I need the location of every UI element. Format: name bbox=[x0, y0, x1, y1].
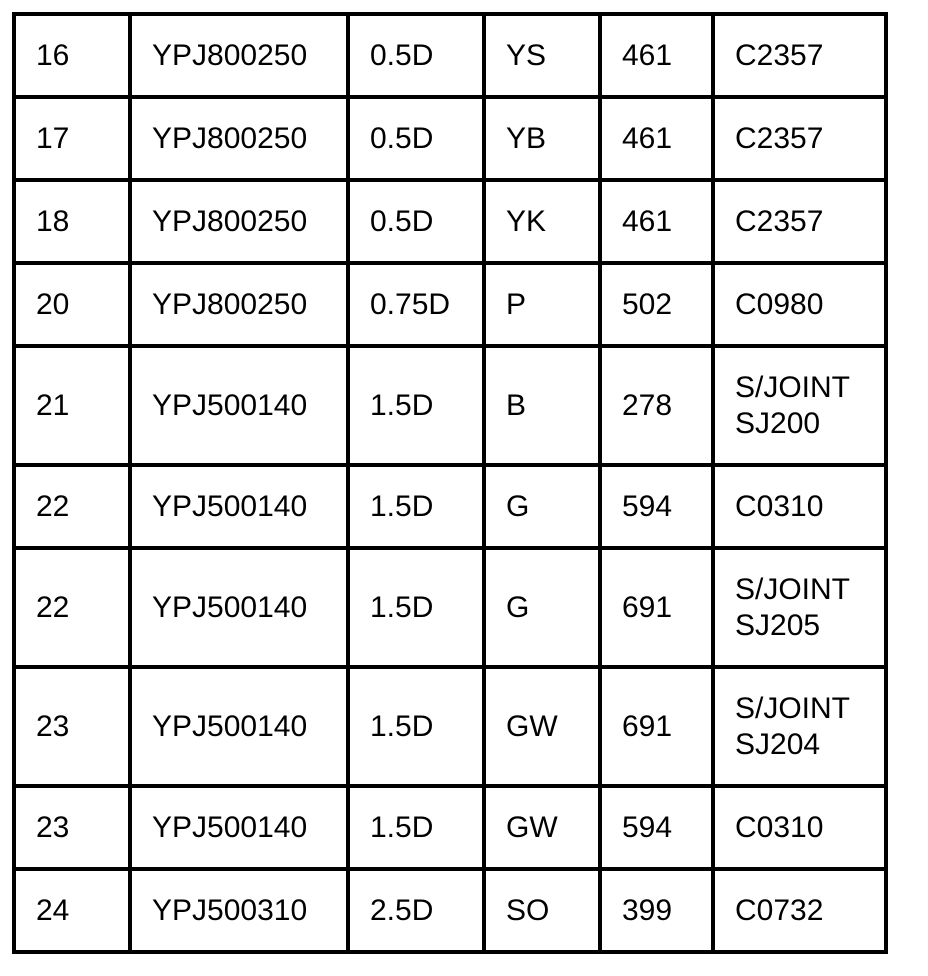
wire-size-cell: 1.5D bbox=[348, 465, 484, 548]
part-number-cell: YPJ800250 bbox=[130, 263, 348, 346]
part-number-cell: YPJ800250 bbox=[130, 97, 348, 180]
part-number-cell: YPJ800250 bbox=[130, 14, 348, 97]
table-row bbox=[14, 97, 886, 180]
length-cell: 461 bbox=[600, 14, 713, 97]
length-cell: 691 bbox=[600, 667, 713, 786]
row-number-cell: 17 bbox=[14, 97, 130, 180]
row-number-cell: 23 bbox=[14, 667, 130, 786]
wire-color-cell: GW bbox=[484, 667, 600, 786]
table-row bbox=[14, 180, 886, 263]
table-row bbox=[14, 667, 886, 786]
connector-line: SJ204 bbox=[735, 727, 821, 761]
table-row bbox=[14, 786, 886, 869]
part-number-cell: YPJ500140 bbox=[130, 346, 348, 465]
length-cell: 461 bbox=[600, 180, 713, 263]
length-cell: 278 bbox=[600, 346, 713, 465]
connector-line: SJ205 bbox=[735, 608, 821, 642]
table-row bbox=[14, 263, 886, 346]
wire-size-cell: 1.5D bbox=[348, 548, 484, 667]
connector-line: S/JOINT bbox=[735, 370, 851, 404]
table-row bbox=[14, 548, 886, 667]
wire-color-cell: YK bbox=[484, 180, 600, 263]
wire-color-cell: GW bbox=[484, 786, 600, 869]
wire-size-cell: 0.5D bbox=[348, 14, 484, 97]
connector-cell bbox=[713, 869, 886, 952]
connector-cell bbox=[713, 346, 886, 465]
part-number-cell: YPJ500140 bbox=[130, 667, 348, 786]
table-row bbox=[14, 869, 886, 952]
wire-table bbox=[12, 12, 888, 954]
length-cell: 691 bbox=[600, 548, 713, 667]
connector-cell bbox=[713, 97, 886, 180]
length-cell: 594 bbox=[600, 786, 713, 869]
table-container bbox=[12, 12, 888, 954]
wire-size-cell: 1.5D bbox=[348, 667, 484, 786]
length-cell: 399 bbox=[600, 869, 713, 952]
connector-cell bbox=[713, 180, 886, 263]
wire-color-cell: G bbox=[484, 465, 600, 548]
row-number-cell: 24 bbox=[14, 869, 130, 952]
connector-cell bbox=[713, 14, 886, 97]
connector-cell bbox=[713, 667, 886, 786]
table-row bbox=[14, 14, 886, 97]
length-cell: 594 bbox=[600, 465, 713, 548]
row-number-cell: 21 bbox=[14, 346, 130, 465]
table-row bbox=[14, 346, 886, 465]
connector-line: C0310 bbox=[735, 810, 824, 844]
wire-size-cell: 1.5D bbox=[348, 786, 484, 869]
connector-line: C2357 bbox=[735, 121, 824, 155]
connector-line: C0980 bbox=[735, 287, 824, 321]
connector-cell bbox=[713, 786, 886, 869]
part-number-cell: YPJ800250 bbox=[130, 180, 348, 263]
connector-line: SJ200 bbox=[735, 406, 821, 440]
connector-line: S/JOINT bbox=[735, 572, 851, 606]
wire-size-cell: 1.5D bbox=[348, 346, 484, 465]
part-number-cell: YPJ500310 bbox=[130, 869, 348, 952]
connector-cell bbox=[713, 548, 886, 667]
wire-color-cell: G bbox=[484, 548, 600, 667]
wire-color-cell: SO bbox=[484, 869, 600, 952]
part-number-cell: YPJ500140 bbox=[130, 786, 348, 869]
row-number-cell: 22 bbox=[14, 465, 130, 548]
wire-size-cell: 0.5D bbox=[348, 180, 484, 263]
wire-size-cell: 0.75D bbox=[348, 263, 484, 346]
connector-line: S/JOINT bbox=[735, 691, 851, 725]
connector-cell bbox=[713, 465, 886, 548]
wire-color-cell: P bbox=[484, 263, 600, 346]
row-number-cell: 18 bbox=[14, 180, 130, 263]
wire-color-cell: B bbox=[484, 346, 600, 465]
connector-line: C0732 bbox=[735, 893, 824, 927]
row-number-cell: 22 bbox=[14, 548, 130, 667]
connector-cell bbox=[713, 263, 886, 346]
wire-table-body bbox=[14, 14, 886, 952]
row-number-cell: 20 bbox=[14, 263, 130, 346]
connector-line: C2357 bbox=[735, 204, 824, 238]
connector-line: C2357 bbox=[735, 38, 824, 72]
wire-size-cell: 2.5D bbox=[348, 869, 484, 952]
wire-color-cell: YB bbox=[484, 97, 600, 180]
row-number-cell: 16 bbox=[14, 14, 130, 97]
row-number-cell: 23 bbox=[14, 786, 130, 869]
length-cell: 461 bbox=[600, 97, 713, 180]
wire-color-cell: YS bbox=[484, 14, 600, 97]
length-cell: 502 bbox=[600, 263, 713, 346]
wire-size-cell: 0.5D bbox=[348, 97, 484, 180]
table-row bbox=[14, 465, 886, 548]
part-number-cell: YPJ500140 bbox=[130, 548, 348, 667]
connector-line: C0310 bbox=[735, 489, 824, 523]
part-number-cell: YPJ500140 bbox=[130, 465, 348, 548]
